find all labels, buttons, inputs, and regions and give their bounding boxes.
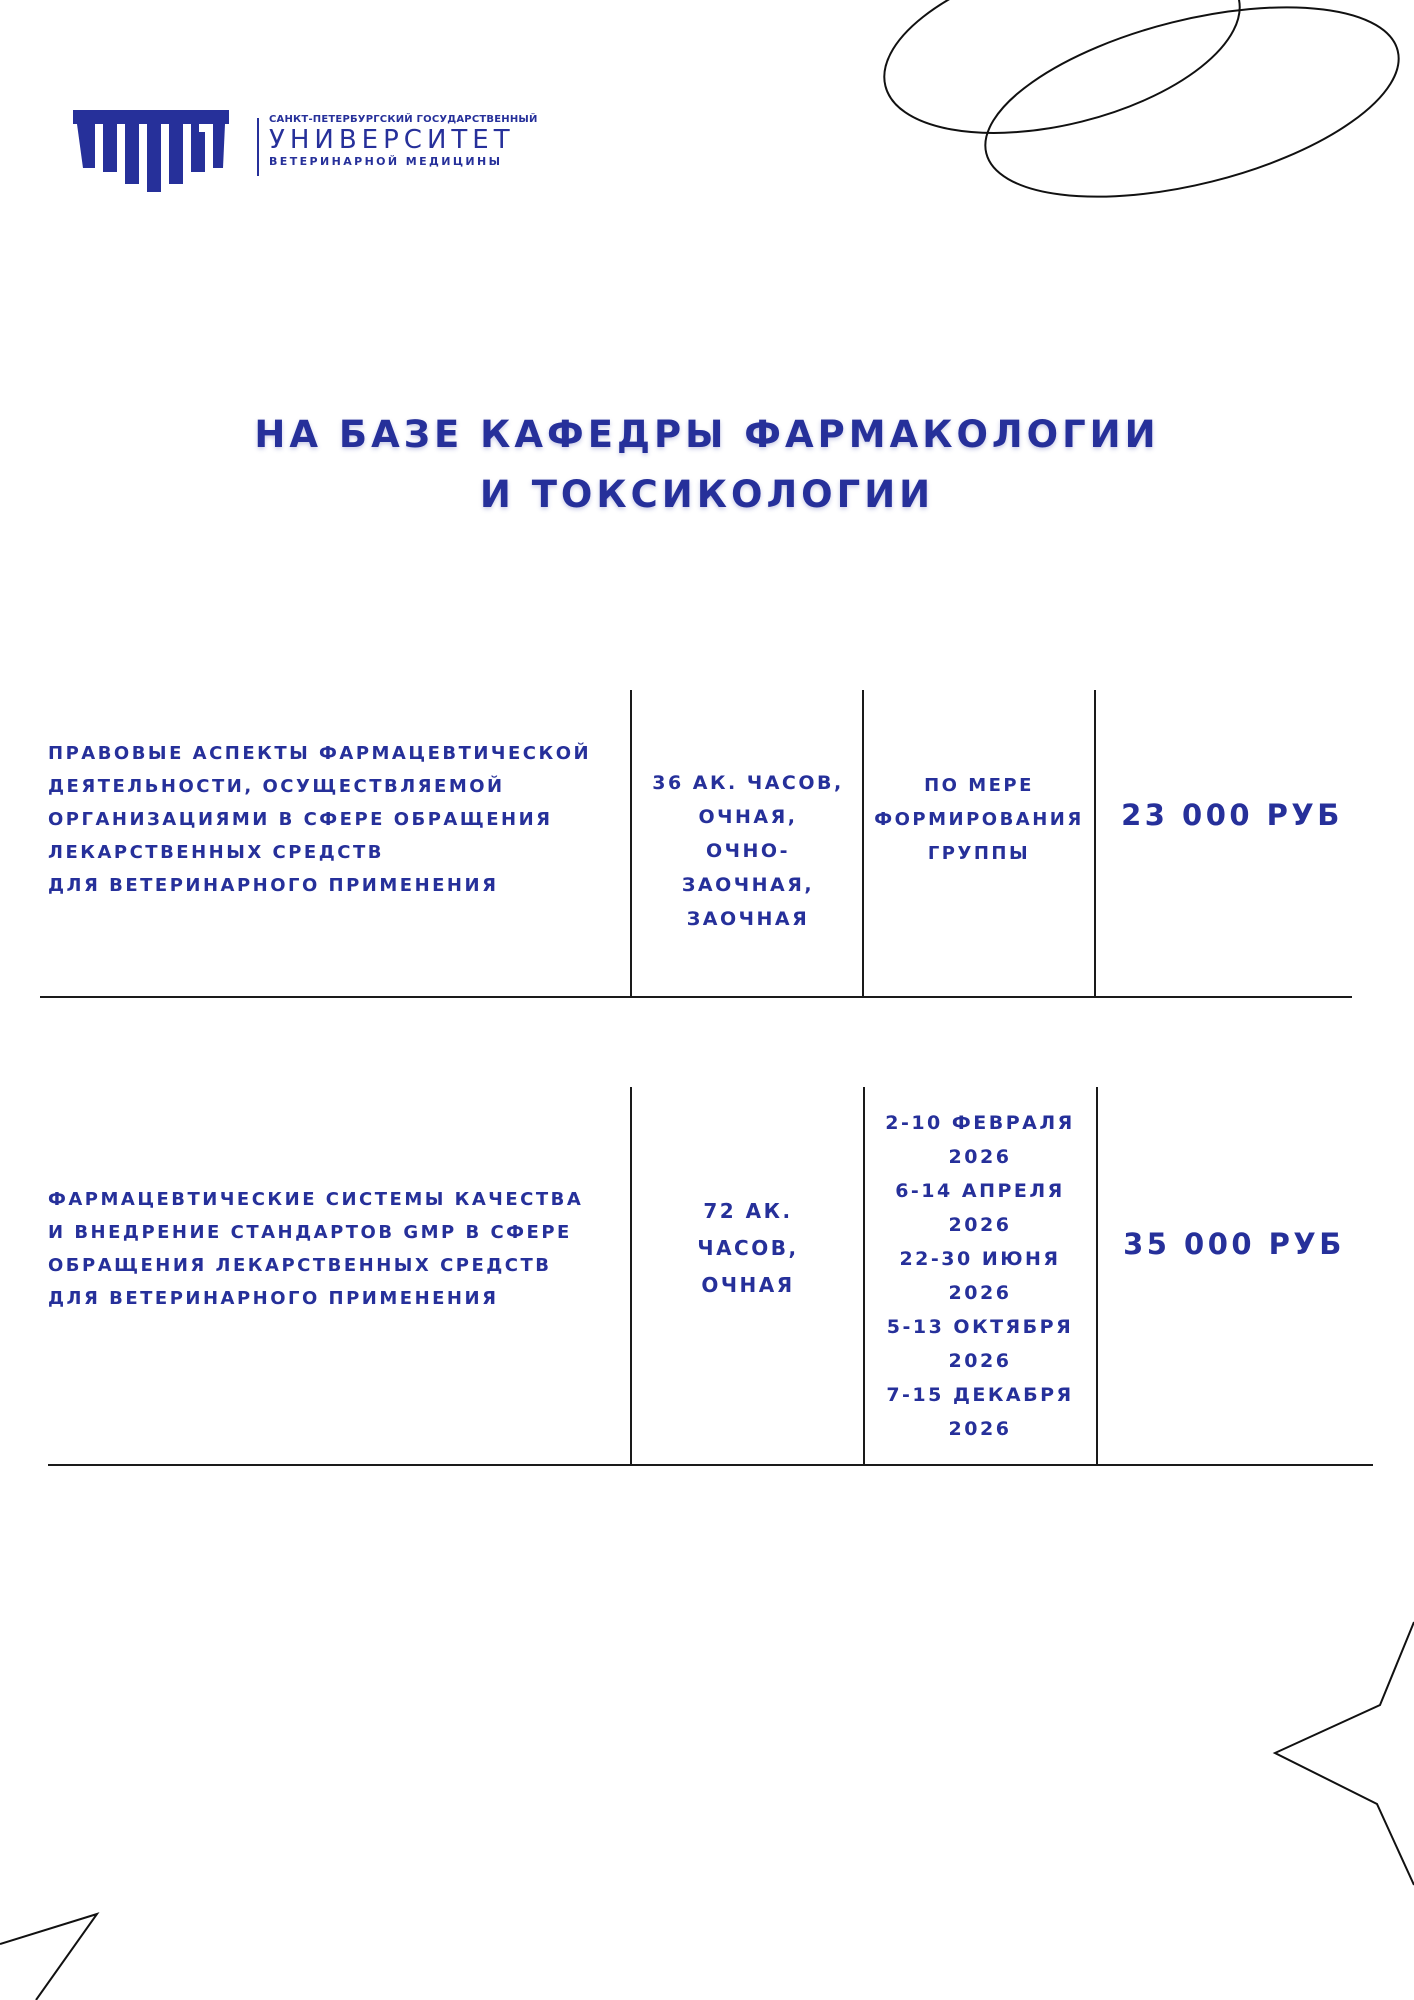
course-2-name <box>48 1183 628 1315</box>
course-1-divider-3 <box>1094 690 1096 998</box>
course-2-date-line: 2026 <box>948 1350 1012 1372</box>
course-1-format-line: 36 АК. ЧАСОВ, <box>652 772 844 794</box>
logo-main-line: УНИВЕРСИТЕТ <box>269 125 515 155</box>
course-2-date-line: 2-10 ФЕВРАЛЯ <box>885 1112 1075 1134</box>
university-building-icon <box>73 108 229 192</box>
course-1-date-line: ПО МЕРЕ <box>924 775 1034 796</box>
page-title-line-2: И ТОКСИКОЛОГИИ <box>479 473 935 516</box>
course-2-date-line: 2026 <box>948 1214 1012 1236</box>
logo-top-line: САНКТ-ПЕТЕРБУРГСКИЙ ГОСУДАРСТВЕННЫЙ <box>269 114 538 125</box>
logo-divider <box>257 118 259 176</box>
deco-ellipse-left <box>866 0 1259 166</box>
course-1-format-line: ЗАОЧНАЯ, <box>681 874 815 896</box>
course-1-price: 23 000 РУБ <box>1121 798 1343 832</box>
course-1-dates <box>864 769 1094 871</box>
course-1-name-line: ОРГАНИЗАЦИЯМИ В СФЕРЕ ОБРАЩЕНИЯ <box>48 809 553 830</box>
course-2-format-line: ЧАСОВ, <box>697 1236 799 1260</box>
course-1-name-line: ПРАВОВЫЕ АСПЕКТЫ ФАРМАЦЕВТИЧЕСКОЙ <box>48 743 592 764</box>
course-1-format <box>632 766 864 936</box>
deco-ellipse-right <box>966 0 1414 233</box>
university-logo <box>73 108 538 192</box>
course-2-date-line: 6-14 АПРЕЛЯ <box>895 1180 1065 1202</box>
course-2-price: 35 000 РУБ <box>1123 1227 1345 1261</box>
course-2-name-line: ФАРМАЦЕВТИЧЕСКИЕ СИСТЕМЫ КАЧЕСТВА <box>48 1189 584 1210</box>
course-2-date-line: 2026 <box>948 1282 1012 1304</box>
logo-text <box>269 114 538 168</box>
page-title <box>0 405 1414 525</box>
deco-star-outline <box>1275 1622 1414 1885</box>
course-2-date-line: 2026 <box>948 1418 1012 1440</box>
course-2-name-line: И ВНЕДРЕНИЕ СТАНДАРТОВ GMP В СФЕРЕ <box>48 1222 572 1243</box>
course-2-date-line: 7-15 ДЕКАБРЯ <box>886 1384 1074 1406</box>
course-2-dates <box>865 1106 1095 1446</box>
course-2-date-line: 22-30 ИЮНЯ <box>899 1248 1061 1270</box>
course-2-name-line: ДЛЯ ВЕТЕРИНАРНОГО ПРИМЕНЕНИЯ <box>48 1288 499 1309</box>
deco-triangle-outline <box>0 1914 97 2000</box>
course-2-format-line: 72 АК. <box>703 1199 793 1223</box>
course-2-format <box>632 1193 864 1304</box>
course-1-name-line: ЛЕКАРСТВЕННЫХ СРЕДСТВ <box>48 842 384 863</box>
course-2-date-line: 5-13 ОКТЯБРЯ <box>886 1316 1074 1338</box>
course-1-name <box>48 737 628 902</box>
course-1-name-line: ДЛЯ ВЕТЕРИНАРНОГО ПРИМЕНЕНИЯ <box>48 875 499 896</box>
course-1-format-line: ОЧНАЯ, <box>698 806 798 828</box>
course-1-name-line: ДЕЯТЕЛЬНОСТИ, ОСУЩЕСТВЛЯЕМОЙ <box>48 776 505 797</box>
course-2-divider-3 <box>1096 1087 1098 1465</box>
course-1-date-line: ГРУППЫ <box>927 843 1031 864</box>
course-1-format-line: ОЧНО- <box>706 840 790 862</box>
course-1-date-line: ФОРМИРОВАНИЯ <box>874 809 1084 830</box>
course-1-format-line: ЗАОЧНАЯ <box>686 908 810 930</box>
course-2-bottom-rule <box>48 1464 1373 1466</box>
course-2-format-line: ОЧНАЯ <box>701 1273 795 1297</box>
course-2-name-line: ОБРАЩЕНИЯ ЛЕКАРСТВЕННЫХ СРЕДСТВ <box>48 1255 552 1276</box>
page-title-line-1: НА БАЗЕ КАФЕДРЫ ФАРМАКОЛОГИИ <box>254 413 1160 456</box>
course-2-date-line: 2026 <box>948 1146 1012 1168</box>
course-1-bottom-rule <box>40 996 1352 998</box>
logo-bottom-line: ВЕТЕРИНАРНОЙ МЕДИЦИНЫ <box>269 155 503 168</box>
